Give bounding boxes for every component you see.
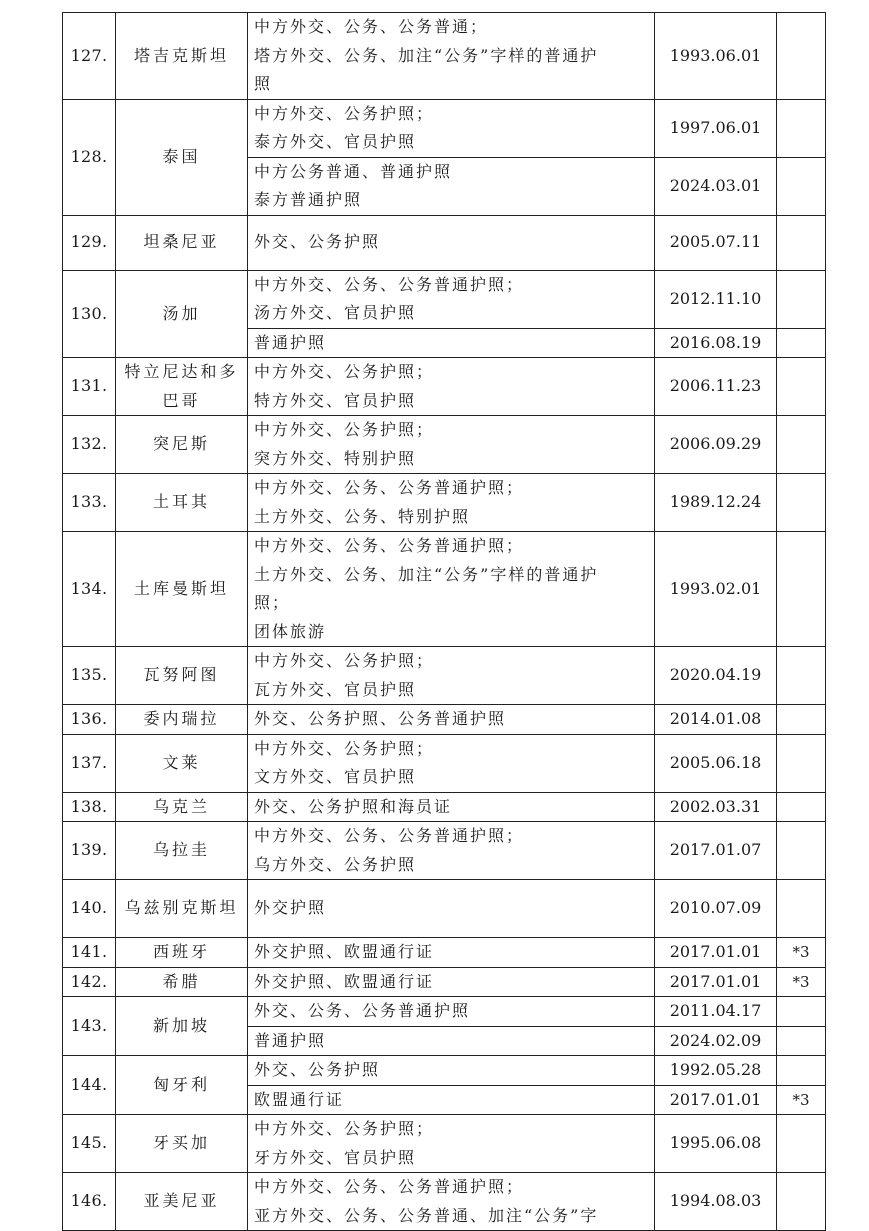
passport-types xyxy=(248,997,655,1027)
country-name: 突尼斯 xyxy=(116,416,248,474)
passport-types-line: 中方外交、公务、公务普通护照； xyxy=(254,1177,525,1196)
row-number: 143. xyxy=(63,997,116,1056)
country-name: 亚美尼亚 xyxy=(116,1173,248,1231)
passport-types xyxy=(248,1173,655,1231)
effective-date: 2005.07.11 xyxy=(655,215,777,270)
passport-types xyxy=(248,157,655,215)
table-row xyxy=(63,1056,826,1086)
row-number: 141. xyxy=(63,938,116,968)
table-row xyxy=(63,822,826,880)
passport-types-line: 中方外交、公务护照； xyxy=(254,1119,435,1138)
passport-types xyxy=(248,1026,655,1056)
passport-types xyxy=(248,1115,655,1173)
effective-date: 2002.03.31 xyxy=(655,792,777,822)
effective-date: 2006.09.29 xyxy=(655,416,777,474)
country-name: 特立尼达和多巴哥 xyxy=(116,358,248,416)
passport-types xyxy=(248,705,655,735)
country-name: 乌克兰 xyxy=(116,792,248,822)
note-marker xyxy=(777,532,826,647)
effective-date: 2017.01.01 xyxy=(655,1085,777,1115)
passport-types xyxy=(248,967,655,997)
passport-types-line: 外交护照、欧盟通行证 xyxy=(254,971,435,991)
passport-types-line: 欧盟通行证 xyxy=(254,1089,345,1109)
passport-types-line: 普通护照 xyxy=(254,1030,327,1050)
row-number: 138. xyxy=(63,792,116,822)
passport-types-line: 照 xyxy=(254,74,273,93)
row-number: 130. xyxy=(63,270,116,358)
passport-types-line: 中方外交、公务护照； xyxy=(254,103,435,123)
effective-date: 1995.06.08 xyxy=(655,1115,777,1173)
row-number: 132. xyxy=(63,416,116,474)
country-name: 文莱 xyxy=(116,734,248,792)
passport-types-line: 土方外交、公务、加注“公务”字样的普通护 xyxy=(254,564,599,584)
note-marker: *3 xyxy=(777,938,826,968)
passport-types-line: 瓦方外交、官员护照 xyxy=(254,679,417,699)
table-row xyxy=(63,734,826,792)
note-marker xyxy=(777,215,826,270)
table-row xyxy=(63,792,826,822)
effective-date: 1993.06.01 xyxy=(655,13,777,100)
passport-types xyxy=(248,938,655,968)
country-name: 乌拉圭 xyxy=(116,822,248,880)
row-number: 133. xyxy=(63,474,116,532)
effective-date: 2017.01.01 xyxy=(655,967,777,997)
passport-types xyxy=(248,1085,655,1115)
passport-types-line: 泰方普通护照 xyxy=(254,190,363,209)
passport-types-line: 外交、公务护照 xyxy=(254,1060,381,1079)
row-number: 142. xyxy=(63,967,116,997)
passport-types-line: 中方公务普通、普通护照 xyxy=(254,161,453,181)
passport-types-line: 土方外交、公务、特别护照 xyxy=(254,506,471,526)
effective-date: 1989.12.24 xyxy=(655,474,777,532)
passport-types-line: 突方外交、特别护照 xyxy=(254,448,417,468)
note-marker xyxy=(777,792,826,822)
passport-types-line: 塔方外交、公务、加注“公务”字样的普通护 xyxy=(254,45,599,65)
passport-types-line: 中方外交、公务护照； xyxy=(254,362,435,381)
country-name: 土耳其 xyxy=(116,474,248,532)
table-row xyxy=(63,647,826,705)
table-body xyxy=(63,13,826,1231)
effective-date: 2024.02.09 xyxy=(655,1026,777,1056)
table-row xyxy=(63,358,826,416)
table-row xyxy=(63,880,826,938)
row-number: 128. xyxy=(63,99,116,215)
row-number: 131. xyxy=(63,358,116,416)
note-marker xyxy=(777,416,826,474)
effective-date: 2005.06.18 xyxy=(655,734,777,792)
note-marker xyxy=(777,647,826,705)
passport-types xyxy=(248,416,655,474)
note-marker xyxy=(777,1115,826,1173)
note-marker xyxy=(777,328,826,358)
passport-types xyxy=(248,822,655,880)
passport-types xyxy=(248,215,655,270)
passport-types-line: 中方外交、公务护照； xyxy=(254,738,435,758)
table-row xyxy=(63,416,826,474)
note-marker xyxy=(777,880,826,938)
row-number: 134. xyxy=(63,532,116,647)
country-name: 土库曼斯坦 xyxy=(116,532,248,647)
country-name: 匈牙利 xyxy=(116,1056,248,1115)
note-marker xyxy=(777,734,826,792)
passport-types xyxy=(248,734,655,792)
passport-types-line: 中方外交、公务、公务普通护照； xyxy=(254,274,525,294)
country-name: 坦桑尼亚 xyxy=(116,215,248,270)
note-marker xyxy=(777,474,826,532)
passport-types-line: 汤方外交、官员护照 xyxy=(254,303,417,322)
passport-types-line: 外交护照 xyxy=(254,898,327,918)
passport-types-line: 中方外交、公务护照； xyxy=(254,420,435,439)
note-marker xyxy=(777,13,826,100)
passport-types-line: 外交、公务护照 xyxy=(254,232,381,252)
effective-date: 1992.05.28 xyxy=(655,1056,777,1086)
table-row xyxy=(63,1115,826,1173)
table-row xyxy=(63,270,826,328)
table-row xyxy=(63,1173,826,1231)
row-number: 135. xyxy=(63,647,116,705)
note-marker: *3 xyxy=(777,1085,826,1115)
note-marker xyxy=(777,1026,826,1056)
effective-date: 2011.04.17 xyxy=(655,997,777,1027)
note-marker xyxy=(777,270,826,328)
passport-types-line: 中方外交、公务、公务普通护照； xyxy=(254,478,525,497)
passport-types xyxy=(248,880,655,938)
passport-types-line: 乌方外交、公务护照 xyxy=(254,854,417,874)
note-marker xyxy=(777,157,826,215)
passport-types-line: 普通护照 xyxy=(254,332,327,352)
note-marker xyxy=(777,99,826,157)
table-row xyxy=(63,705,826,735)
table-row xyxy=(63,215,826,270)
table-row xyxy=(63,938,826,968)
passport-types-line: 中方外交、公务护照； xyxy=(254,651,435,670)
passport-types xyxy=(248,647,655,705)
passport-types-line: 照； xyxy=(254,593,291,612)
country-name: 泰国 xyxy=(116,99,248,215)
passport-types-line: 中方外交、公务、公务普通； xyxy=(254,17,489,36)
effective-date: 2010.07.09 xyxy=(655,880,777,938)
passport-types xyxy=(248,13,655,100)
passport-types-line: 牙方外交、官员护照 xyxy=(254,1147,417,1167)
passport-types xyxy=(248,1056,655,1086)
note-marker xyxy=(777,705,826,735)
note-marker xyxy=(777,1056,826,1086)
passport-types xyxy=(248,358,655,416)
table-row xyxy=(63,967,826,997)
passport-types-line: 文方外交、官员护照 xyxy=(254,767,417,786)
country-name: 新加坡 xyxy=(116,997,248,1056)
row-number: 139. xyxy=(63,822,116,880)
passport-types-line: 外交、公务护照、公务普通护照 xyxy=(254,709,507,728)
note-marker: *3 xyxy=(777,967,826,997)
table-row xyxy=(63,13,826,100)
passport-types-line: 泰方外交、官员护照 xyxy=(254,132,417,151)
visa-exemption-table xyxy=(62,12,826,1231)
passport-types xyxy=(248,532,655,647)
effective-date: 2024.03.01 xyxy=(655,157,777,215)
row-number: 137. xyxy=(63,734,116,792)
row-number: 144. xyxy=(63,1056,116,1115)
row-number: 136. xyxy=(63,705,116,735)
passport-types-line: 亚方外交、公务、公务普通、加注“公务”字 xyxy=(254,1205,599,1225)
passport-types-line: 外交护照、欧盟通行证 xyxy=(254,942,435,961)
table-row xyxy=(63,474,826,532)
effective-date: 1997.06.01 xyxy=(655,99,777,157)
country-name: 希腊 xyxy=(116,967,248,997)
passport-types-line: 外交、公务、公务普通护照 xyxy=(254,1001,471,1020)
effective-date: 2016.08.19 xyxy=(655,328,777,358)
passport-types xyxy=(248,792,655,822)
effective-date: 2014.01.08 xyxy=(655,705,777,735)
country-name: 牙买加 xyxy=(116,1115,248,1173)
effective-date: 1993.02.01 xyxy=(655,532,777,647)
effective-date: 2012.11.10 xyxy=(655,270,777,328)
country-name: 塔吉克斯坦 xyxy=(116,13,248,100)
effective-date: 1994.08.03 xyxy=(655,1173,777,1231)
passport-types xyxy=(248,474,655,532)
effective-date: 2017.01.01 xyxy=(655,938,777,968)
row-number: 146. xyxy=(63,1173,116,1231)
passport-types xyxy=(248,99,655,157)
table-row xyxy=(63,997,826,1027)
effective-date: 2020.04.19 xyxy=(655,647,777,705)
row-number: 145. xyxy=(63,1115,116,1173)
country-name: 委内瑞拉 xyxy=(116,705,248,735)
note-marker xyxy=(777,1173,826,1231)
passport-types-line: 外交、公务护照和海员证 xyxy=(254,796,453,816)
passport-types-line: 特方外交、官员护照 xyxy=(254,390,417,410)
passport-types-line: 团体旅游 xyxy=(254,621,327,641)
note-marker xyxy=(777,997,826,1027)
country-name: 乌兹别克斯坦 xyxy=(116,880,248,938)
row-number: 127. xyxy=(63,13,116,100)
passport-types xyxy=(248,328,655,358)
table-row xyxy=(63,532,826,647)
note-marker xyxy=(777,358,826,416)
row-number: 129. xyxy=(63,215,116,270)
note-marker xyxy=(777,822,826,880)
passport-types-line: 中方外交、公务、公务普通护照； xyxy=(254,536,525,555)
passport-types-line: 中方外交、公务、公务普通护照； xyxy=(254,826,525,845)
country-name: 汤加 xyxy=(116,270,248,358)
effective-date: 2006.11.23 xyxy=(655,358,777,416)
country-name: 西班牙 xyxy=(116,938,248,968)
passport-types xyxy=(248,270,655,328)
effective-date: 2017.01.07 xyxy=(655,822,777,880)
country-name: 瓦努阿图 xyxy=(116,647,248,705)
table-row xyxy=(63,99,826,157)
row-number: 140. xyxy=(63,880,116,938)
